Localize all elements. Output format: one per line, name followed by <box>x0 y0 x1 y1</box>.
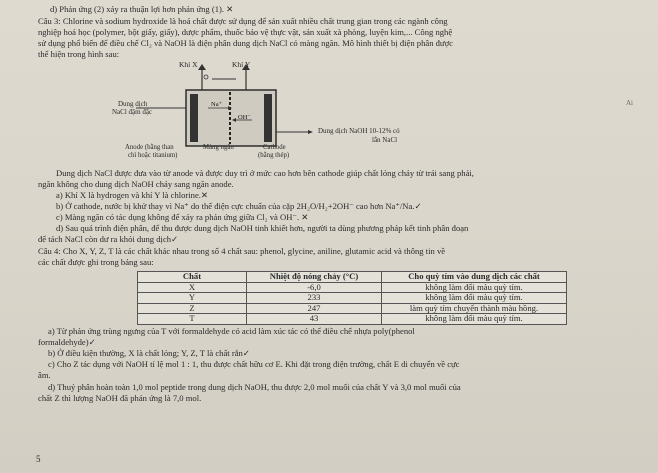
gas-y-label: Khí Y <box>232 60 251 69</box>
table-cell: làm quỳ tím chuyển thành màu hồng. <box>382 303 567 314</box>
table-header-row <box>138 272 567 283</box>
question-4-title: Câu 4: Cho X, Y, Z, T là các chất khác nhau trong số 4 chất sau: phenol, glycine, aniline, glutamic acid và thông tin về <box>38 246 446 256</box>
substance-table <box>137 271 567 325</box>
statement-c: c) Cho Z tác dụng với NaOH tỉ lệ mol 1 : 1, thu được chất hữu cơ E. Khi đặt trong điện trường, chất E di chuyển về cực <box>48 359 460 369</box>
oh-ion-label: OH⁻ <box>238 114 251 121</box>
cathode-label-2: (bằng thép) <box>258 152 290 159</box>
text-line: nghiệp hoá học (polymer, bột giấy, giấy), dược phẩm, thuốc bảo vệ thực vật, sản xuất xà phòng, luyện kim,... Công nghệ <box>38 27 453 37</box>
inlet-label-1: Dung dịch <box>118 100 148 108</box>
table-cell: Y <box>138 293 247 304</box>
table-header: Chất <box>138 272 247 283</box>
statement-d: d) Thuỷ phân hoàn toàn 1,0 mol peptide trong dung dịch NaOH, thu được 2,0 mol muối của chất Y và 3,0 mol muối của <box>48 382 461 392</box>
table-cell: 43 <box>247 314 382 325</box>
text-line: sử dụng phổ biến để điều chế Cl₂ và NaOH là điện phân dung dịch NaCl có màng ngăn. Mô hình thiết bị điện phân được <box>38 38 453 48</box>
outlet-label-2: lẫn NaCl <box>372 136 398 144</box>
anode-label-2: chì hoặc titanium) <box>128 152 178 159</box>
text-line: ngăn không cho dung dịch NaOH chảy sang ngăn anode. <box>38 179 234 189</box>
anode-label-1: Anode (bằng than <box>125 144 174 151</box>
statement-b: b) Ở cathode, nước bị khử thay vì Na⁺ do thế điện cực chuẩn của cặp 2H₂O/H₂+2OH⁻ cao hơn Na⁺/Na.✓ <box>56 201 422 211</box>
text-line: để tách NaCl còn dư ra khỏi dung dịch✓ <box>38 234 179 244</box>
table-header: Cho quỳ tím vào dung dịch các chất <box>382 272 567 283</box>
table-row <box>138 303 567 314</box>
membrane-label: Màng ngăn <box>203 144 234 151</box>
na-ion-label: Na⁺ <box>211 101 223 108</box>
text-line: thể hiện trong hình sau: <box>38 49 120 59</box>
inlet-label-2: NaCl đậm đặc <box>112 108 153 116</box>
statement-b: b) Ở điều kiện thường, X là chất lỏng; Y, Z, T là chất rắn✓ <box>48 348 251 358</box>
text-line: chất Z thì lượng NaOH đã phản ứng là 7,0 mol. <box>38 393 202 403</box>
table-header: Nhiệt độ nóng chảy (°C) <box>247 272 382 283</box>
table-cell: Z <box>138 303 247 314</box>
table-row <box>138 282 567 293</box>
question-3-title: Câu 3: Chlorine và sodium hydroxide là hoá chất được sử dụng để sản xuất nhiều chất trung gian trong các ngành công <box>38 16 448 26</box>
table-row <box>138 314 567 325</box>
statement-a: a) Khí X là hydrogen và khí Y là chlorine.✕ <box>56 190 209 200</box>
margin-note: Ai <box>626 99 633 107</box>
table-cell: không làm đổi màu quỳ tím. <box>382 282 567 293</box>
table-cell: T <box>138 314 247 325</box>
table-cell: không làm đổi màu quỳ tím. <box>382 293 567 304</box>
outlet-label-1: Dung dịch NaOH 10-12% có <box>318 127 400 135</box>
cathode-label-1: Cathode <box>263 144 286 151</box>
text-line: d) Phản ứng (2) xảy ra thuận lợi hơn phản ứng (1). ✕ <box>50 4 234 14</box>
table-cell: không làm đổi màu quỳ tím. <box>382 314 567 325</box>
statement-a: a) Từ phản ứng trùng ngưng của T với formaldehyde có acid làm xúc tác có thể điều chế nhựa poly(phenol <box>48 326 415 336</box>
table-cell: 247 <box>247 303 382 314</box>
text-line: âm. <box>38 370 51 380</box>
text-line: các chất được ghi trong bảng sau: <box>38 257 154 267</box>
statement-d: d) Sau quá trình điện phân, để thu được dung dịch NaOH tinh khiết hơn, người ta dùng phương pháp kết tinh phân đoạn <box>56 223 469 233</box>
table-row <box>138 293 567 304</box>
gas-x-label: Khí X <box>179 60 198 69</box>
text-line: formaldehyde)✓ <box>38 337 96 347</box>
table-cell: 233 <box>247 293 382 304</box>
text-line: Dung dịch NaCl được đưa vào từ anode và được duy trì ở mức cao hơn bên cathode giúp chất lỏng chảy từ trái sang phải, <box>56 168 474 178</box>
statement-c: c) Màng ngăn có tác dụng không để xảy ra phản ứng giữa Cl₂ và OH⁻. ✕ <box>56 212 309 222</box>
page-number: 5 <box>36 454 41 464</box>
table-cell: -6,0 <box>247 282 382 293</box>
table-cell: X <box>138 282 247 293</box>
